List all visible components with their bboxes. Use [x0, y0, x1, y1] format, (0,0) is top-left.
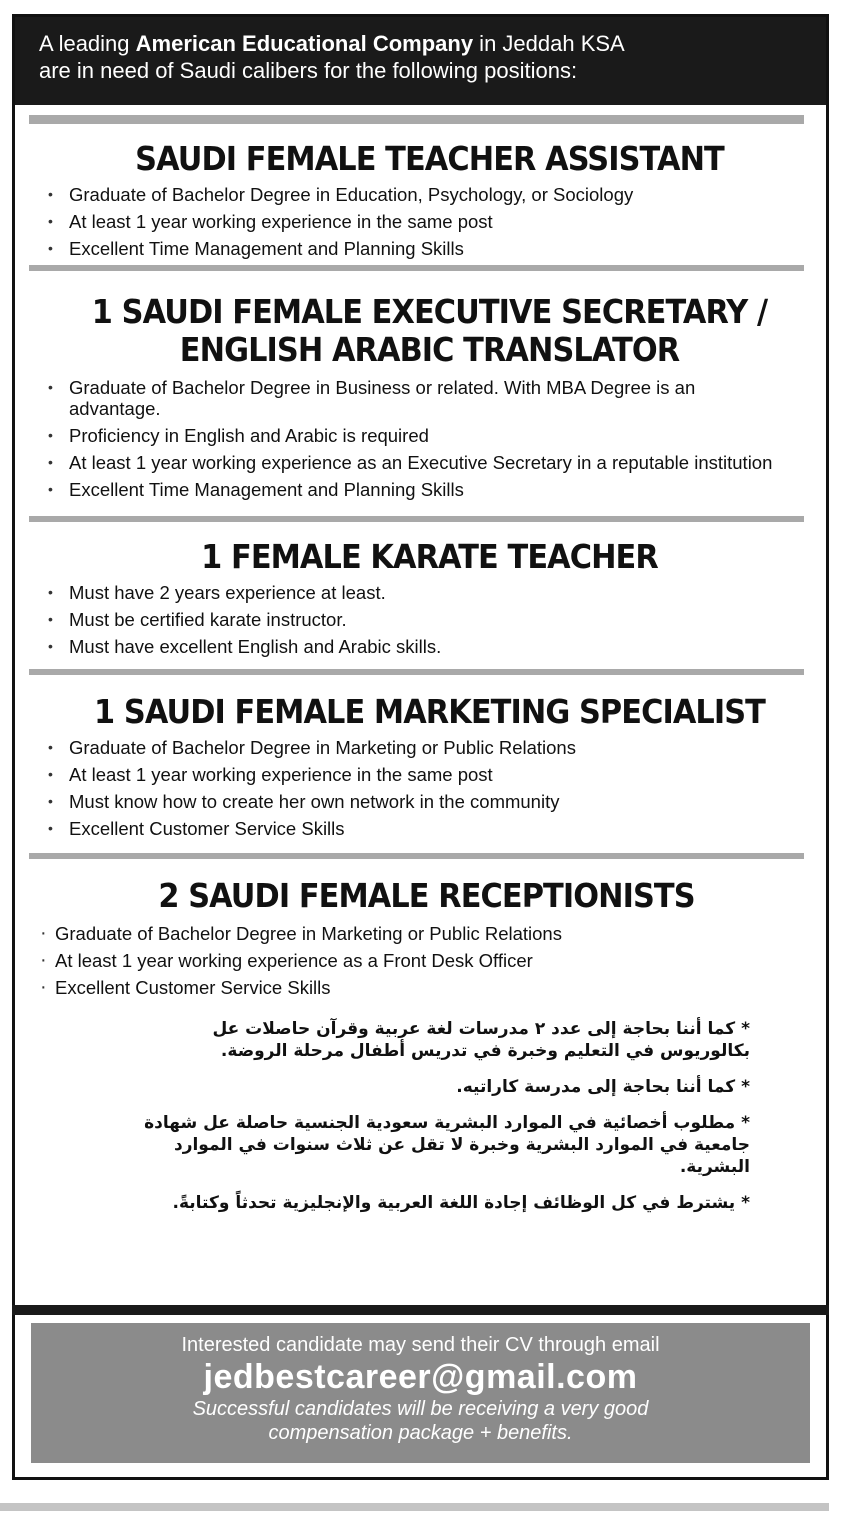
requirement: • At least 1 year working experience as an Executive Secretary in a reputable institution [43, 452, 816, 473]
requirement: • Excellent Customer Service Skills [43, 818, 816, 839]
contact-box [31, 1323, 810, 1463]
header-text-a: A leading [39, 31, 136, 56]
benefits-note-1: Successful candidates will be receiving a very good [192, 1398, 649, 1420]
requirement: • Proficiency in English and Arabic is required [43, 425, 816, 446]
job-karate-teacher [15, 522, 826, 657]
company-name: American Educational Company [135, 31, 474, 56]
section-divider [29, 115, 804, 124]
requirements-list [43, 377, 816, 500]
arabic-notes [15, 1018, 826, 1214]
requirement: • Graduate of Bachelor Degree in Business or related. With MBA Degree is an advantage. [43, 377, 816, 419]
job-title: 2 SAUDI FEMALE RECEPTIONISTS [158, 876, 695, 915]
requirement: · At least 1 year working experience as a Front Desk Officer [37, 950, 816, 971]
contact-email[interactable]: jedbestcareer@gmail.com [203, 1358, 638, 1396]
job-executive-secretary [15, 271, 826, 500]
requirement: • Must be certified karate instructor. [43, 609, 816, 630]
ad-header [15, 17, 826, 105]
arabic-note: * يشترط في كل الوظائف إجادة اللغة العربية والإنجليزية تحدثاً وكتابةً. [125, 1192, 750, 1214]
requirement: • Excellent Time Management and Planning Skills [43, 238, 816, 259]
requirements-list [43, 184, 816, 259]
requirement: · Graduate of Bachelor Degree in Marketing or Public Relations [37, 923, 816, 944]
job-title: 1 FEMALE KARATE TEACHER [201, 537, 658, 576]
requirement: • Must have 2 years experience at least. [43, 582, 816, 603]
arabic-note: * كما أننا بحاجة إلى مدرسة كاراتيه. [125, 1076, 750, 1098]
requirement: • At least 1 year working experience in the same post [43, 764, 816, 785]
job-title-line-2: ENGLISH ARABIC TRANSLATOR [179, 330, 680, 369]
header-text-c: in Jeddah KSA [473, 31, 625, 56]
page-bottom-rule [0, 1503, 829, 1511]
job-advertisement [12, 14, 829, 1480]
arabic-note: * مطلوب أخصائية في الموارد البشرية سعودية الجنسية حاصلة عل شهادة جامعية في الموارد البشرية وخبرة لا تقل عن ثلاث سنوات في الموارد البشرية. [125, 1112, 750, 1178]
footer-divider [12, 1305, 829, 1315]
requirements-list [43, 582, 816, 657]
benefits-note-2: compensation package + benefits. [268, 1422, 573, 1444]
job-marketing-specialist [15, 675, 826, 839]
requirement: • Excellent Time Management and Planning Skills [43, 479, 816, 500]
requirement: • At least 1 year working experience in the same post [43, 211, 816, 232]
requirement: • Graduate of Bachelor Degree in Marketing or Public Relations [43, 737, 816, 758]
job-title: SAUDI FEMALE TEACHER ASSISTANT [135, 139, 724, 178]
header-line-1 [39, 30, 816, 57]
requirement: • Graduate of Bachelor Degree in Education, Psychology, or Sociology [43, 184, 816, 205]
job-title: 1 SAUDI FEMALE MARKETING SPECIALIST [94, 692, 765, 731]
job-title-line-1: 1 SAUDI FEMALE EXECUTIVE SECRETARY / [91, 292, 768, 331]
requirement: • Must have excellent English and Arabic skills. [43, 636, 816, 657]
requirements-list [43, 737, 816, 839]
job-receptionists [15, 859, 826, 998]
contact-lead: Interested candidate may send their CV through email [181, 1334, 660, 1356]
header-line-2: are in need of Saudi calibers for the following positions: [39, 58, 578, 83]
requirement: • Must know how to create her own network in the community [43, 791, 816, 812]
job-teacher-assistant [15, 124, 826, 259]
requirements-list [37, 923, 816, 998]
arabic-note: * كما أننا بحاجة إلى عدد ٢ مدرسات لغة عربية وقرآن حاصلات عل بكالوريوس في التعليم وخبرة في تدريس أطفال مرحلة الروضة. [125, 1018, 750, 1062]
requirement: · Excellent Customer Service Skills [37, 977, 816, 998]
